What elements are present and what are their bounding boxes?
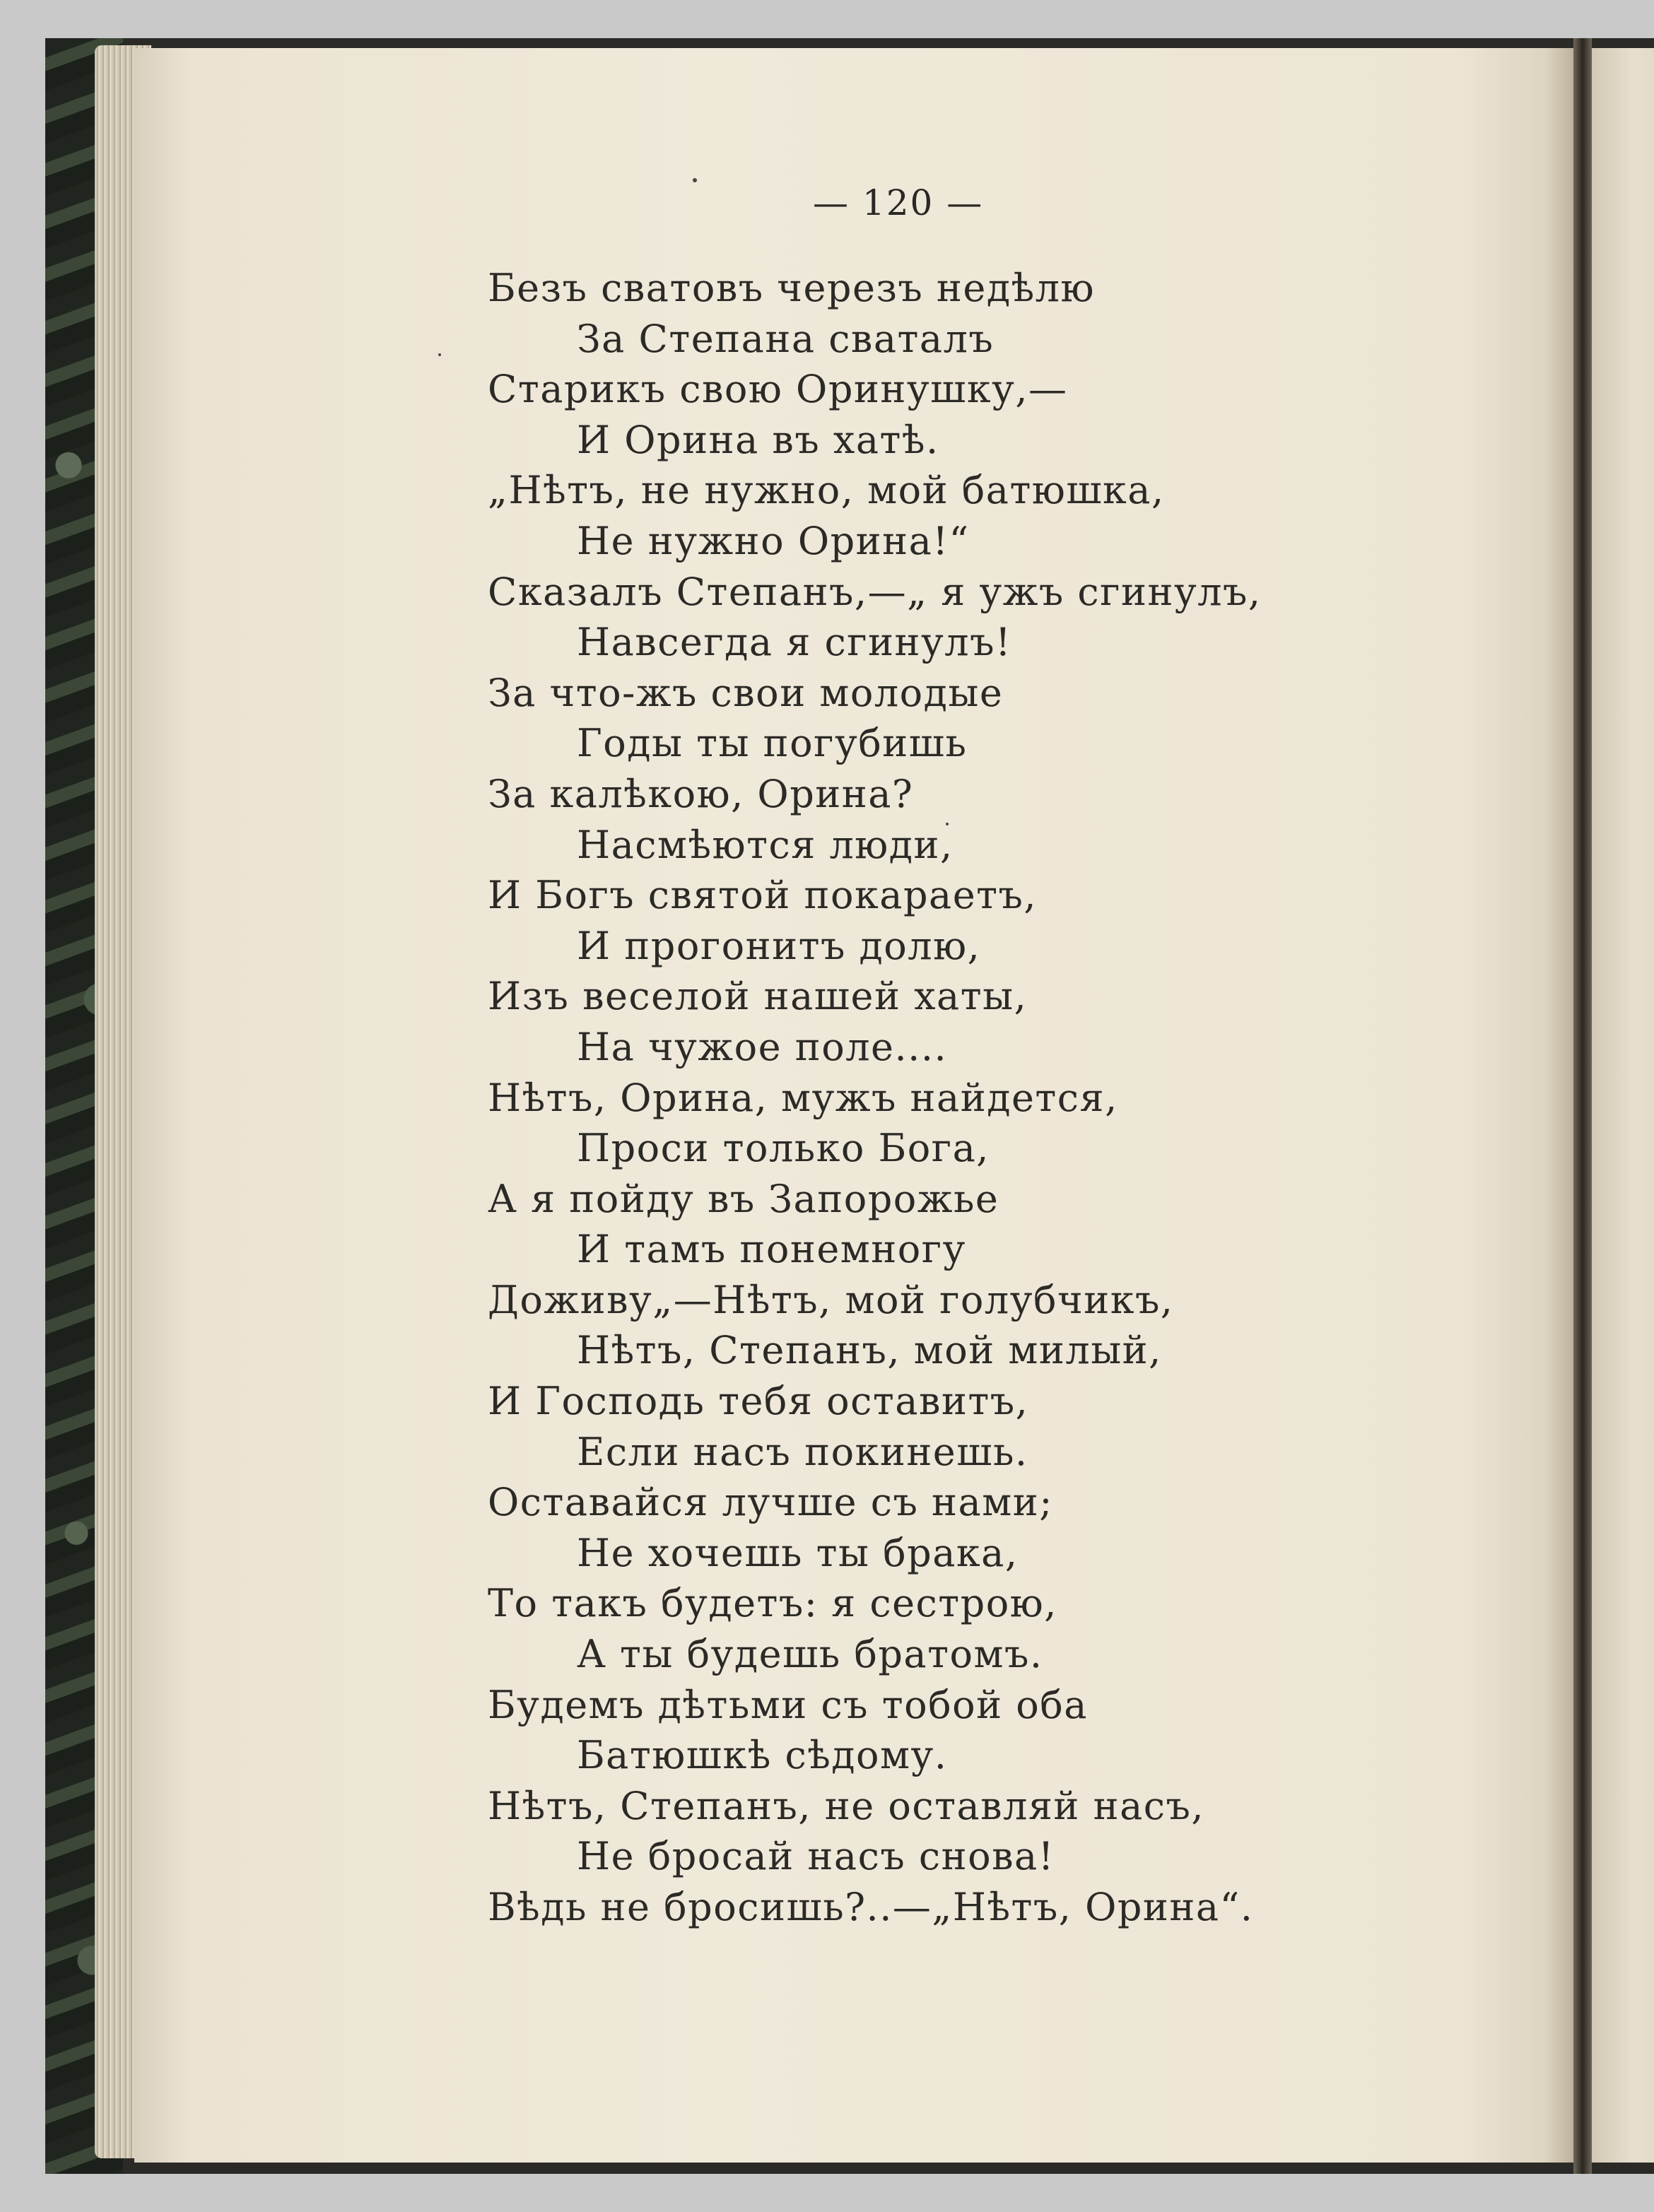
poem-line: Нѣтъ, Степанъ, не оставляй насъ,: [488, 1783, 1205, 1828]
poem-line: Если насъ покинешь.: [577, 1429, 1028, 1474]
poem-line: Годы ты погубишь: [577, 721, 968, 766]
ink-speck: [693, 178, 697, 182]
poem-line: Старикъ свою Оринушку,—: [488, 367, 1068, 412]
poem-line: Доживу„—Нѣтъ, мой голубчикъ,: [488, 1277, 1174, 1322]
poem-line: Насмѣются люди,: [577, 822, 954, 867]
poem-line: За что-жъ свои молодые: [488, 670, 1004, 715]
poem-line: И Богъ святой покараетъ,: [488, 873, 1038, 918]
poem-line: За Степана свaталъ: [577, 316, 995, 361]
poem-text: [488, 263, 1336, 1933]
poem-line: Навсегда я сгинулъ!: [577, 620, 1012, 665]
book-gutter: [1573, 38, 1592, 2174]
poem-line: Будемъ дѣтьми съ тобой оба: [488, 1682, 1088, 1727]
poem-line: И Господь тебя оставитъ,: [488, 1379, 1029, 1424]
poem-line: Изъ веселой нашей хаты,: [488, 974, 1028, 1019]
poem-line: Не бросай насъ снова!: [577, 1834, 1055, 1879]
poem-line: На чужое поле....: [577, 1024, 948, 1069]
poem-line: Нѣтъ, Степанъ, мой милый,: [577, 1328, 1162, 1373]
poem-line: „Нѣтъ, не нужно, мой батюшка,: [488, 468, 1165, 513]
poem-line: Оставайся лучше съ нами;: [488, 1480, 1053, 1525]
poem-line: Безъ сватовъ черезъ недѣлю: [488, 266, 1095, 310]
poem-line: А ты будешь братомъ.: [577, 1632, 1043, 1677]
poem-line: Проси только Бога,: [577, 1126, 990, 1171]
poem-line: Сказалъ Степанъ,—„ я ужъ сгинулъ,: [488, 569, 1262, 614]
poem-line: То такъ будетъ: я сестрою,: [488, 1581, 1057, 1626]
poem-line: Не нужно Орина!“: [577, 518, 970, 563]
poem-line: И Орина въ хатѣ.: [577, 417, 939, 462]
poem-line: За калѣкою, Орина?: [488, 771, 914, 816]
poem-line: И тамъ понемногу: [577, 1227, 966, 1272]
page-number: — 120 —: [813, 182, 984, 223]
poem-line: А я пойду въ Запорожье: [488, 1176, 999, 1221]
poem-line: Вѣдь не бросишь?..—„Нѣтъ, Орина“.: [488, 1885, 1254, 1929]
poem-line: Не хочешь ты брака,: [577, 1530, 1019, 1575]
poem-line: И прогонитъ долю,: [577, 923, 981, 968]
ink-speck: [438, 353, 441, 356]
facing-page-edge: [1592, 48, 1654, 2163]
poem-line: Нѣтъ, Орина, мужъ найдется,: [488, 1075, 1118, 1120]
poem-line: Батюшкѣ сѣдому.: [577, 1733, 948, 1778]
